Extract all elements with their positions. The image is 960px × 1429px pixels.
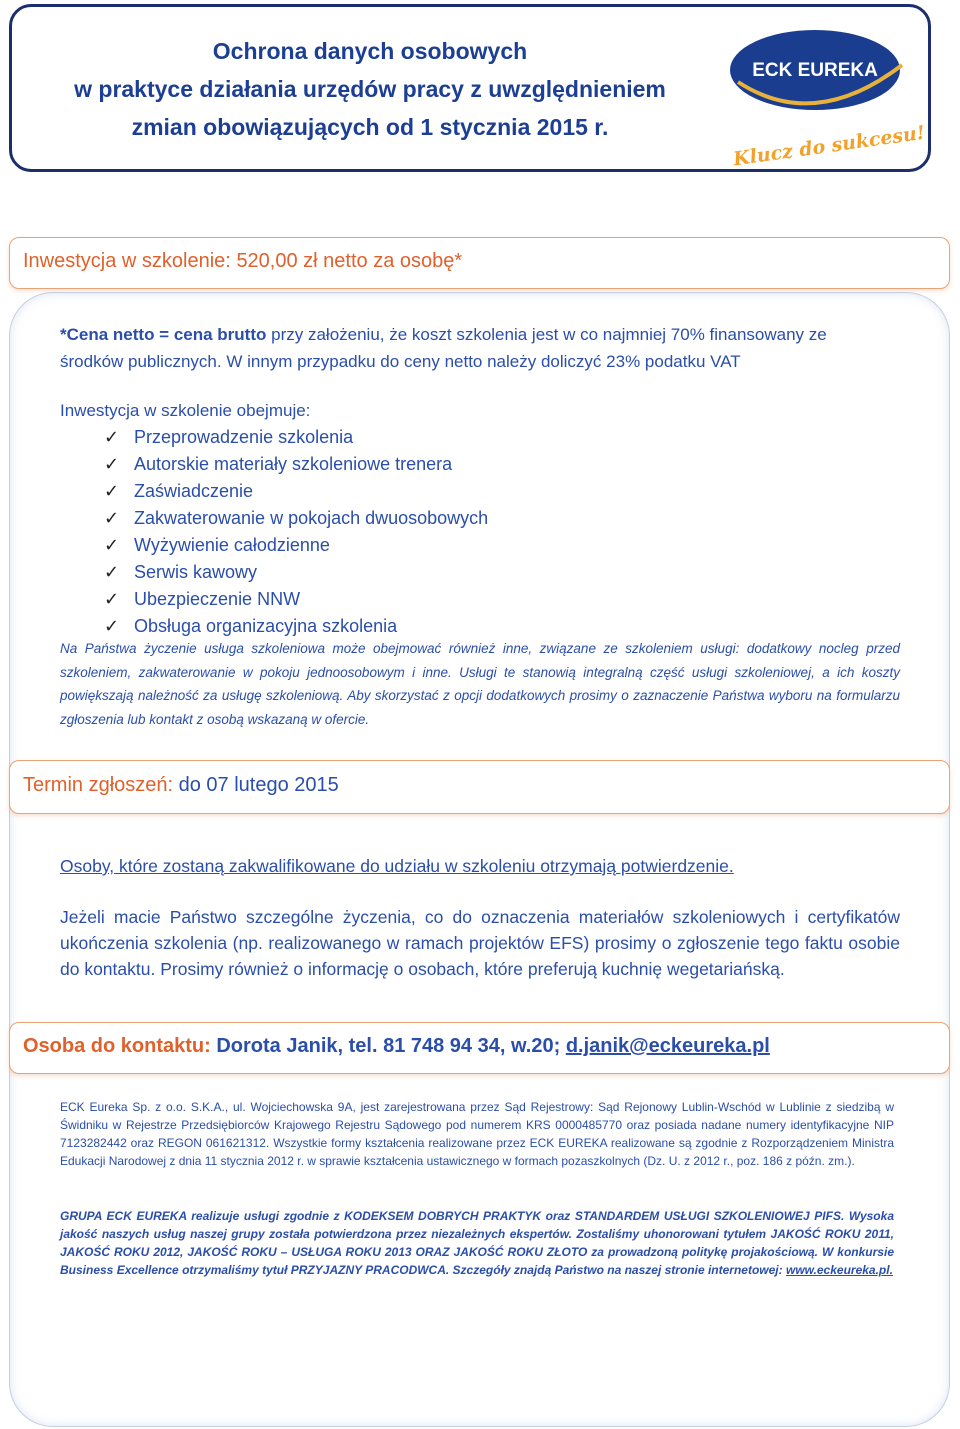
deadline-label: Termin zgłoszeń: <box>23 774 174 796</box>
investment-value: 520,00 zł netto za osobę* <box>236 250 463 272</box>
title-line-2: w praktyce działania urzędów pracy z uwzględnieniem <box>74 76 666 102</box>
confirmation-note: Osoby, które zostaną zakwalifikowane do udziału w szkoleniu otrzymają potwierdzenie. <box>60 856 734 876</box>
price-note <box>60 321 900 375</box>
list-item: ✓ Ubezpieczenie NNW <box>104 586 488 613</box>
list-item: ✓ Wyżywienie całodzienne <box>104 532 488 559</box>
list-item: ✓ Autorskie materiały szkoleniowe trenera <box>104 451 488 478</box>
investment-text <box>23 250 462 273</box>
logo-text: ECK EUREKA <box>752 60 878 81</box>
list-item: ✓ Zakwaterowanie w pokojach dwuosobowych <box>104 505 488 532</box>
deadline-value: do 07 lutego 2015 <box>178 774 339 796</box>
list-item: ✓ Przeprowadzenie szkolenia <box>104 424 488 451</box>
logo-slogan: Klucz do sukcesu! <box>731 121 927 170</box>
includes-list <box>104 424 488 640</box>
list-item: ✓ Obsługa organizacyjna szkolenia <box>104 613 488 640</box>
investment-label: Inwestycja w szkolenie: <box>23 250 231 272</box>
checkmark-icon: ✓ <box>104 616 120 636</box>
checkmark-icon: ✓ <box>104 508 120 528</box>
price-note-line2-rest: W innym przypadku do ceny netto należy doliczyć 23% podatku VAT <box>226 352 741 371</box>
checkmark-icon: ✓ <box>104 589 120 609</box>
checkmark-icon: ✓ <box>104 427 120 447</box>
checkmark-icon: ✓ <box>104 454 120 474</box>
contact-email-link[interactable]: d.janik@eckeureka.pl <box>565 1035 770 1057</box>
group-info-text: GRUPA ECK EUREKA realizuje usługi zgodnie z KODEKSEM DOBRYCH PRAKTYK oraz STANDARDEM USŁUGI SZKOLENIOWEJ PIFS. Wysoka jakość naszych usług naszej grupy została potwierdzona przez niezależnych ekspertów. Zostaliśmy uhonorowani tytułem JAKOŚĆ ROKU 2011, JAKOŚĆ ROKU 2012, JAKOŚĆ ROKU – USŁUGA ROKU 2013 ORAZ JAKOŚĆ ROKU ZŁOTO za prowadzoną politykę projakościową. W konkursie Business Excellence otrzymaliśmy tytuł PRZYJAZNY PRACODWCA. Szczegóły znajdą Państwo na naszej stronie internetowej: <box>60 1209 894 1277</box>
document-title <box>30 32 710 146</box>
group-info <box>60 1207 894 1279</box>
includes-heading: Inwestycja w szkolenie obejmuje: <box>60 401 311 420</box>
contact-text <box>23 1035 770 1058</box>
checkmark-icon: ✓ <box>104 481 120 501</box>
special-wishes-note: Jeżeli macie Państwo szczególne życzenia, co do oznaczenia materiałów szkoleniowych i certyfikatów ukończenia szkolenia (np. realizowanego w ramach projektów EFS) prosimy o zgłoszenie tego faktu osobie do kontaktu. Prosimy również o informację o osobach, które preferują kuchnię wegetariańską. <box>60 907 900 979</box>
deadline-text <box>23 774 339 797</box>
title-line-1: Ochrona danych osobowych <box>212 38 528 64</box>
contact-value: Dorota Janik, tel. 81 748 94 34, w.20; <box>216 1035 561 1057</box>
checkmark-icon: ✓ <box>104 562 120 582</box>
company-info: ECK Eureka Sp. z o.o. S.K.A., ul. Wojciechowska 9A, jest zarejestrowana przez Sąd Rejestrowy: Sąd Rejonowy Lublin-Wschód w Lublinie z siedzibą w Świdniku w Rejestrze Przedsiębiorców Krajowego Rejestru Sądowego pod numerem KRS 0000485770 oraz posiada nadane numery identyfikacyjne NIP 7123282442 oraz REGON 061621312. Wszystkie formy kształcenia realizowane przez ECK EUREKA realizowane są zgodnie z Rozporządzeniem Ministra Edukacji Narodowej z dnia 11 stycznia 2012 r. w sprawie kształcenia ustawicznego w formach pozaszkolnych (Dz. U. z 2012 r., poz. 186 z późn. zm.). <box>60 1100 894 1168</box>
title-line-3: zmian obowiązujących od 1 stycznia 2015 r. <box>131 114 609 140</box>
list-item: ✓ Serwis kawowy <box>104 559 488 586</box>
price-note-line2-start: środków publicznych. <box>60 352 222 371</box>
list-item: ✓ Zaświadczenie <box>104 478 488 505</box>
price-note-bold: *Cena netto = cena brutto <box>60 325 267 344</box>
website-link[interactable]: www.eckeureka.pl. <box>785 1263 893 1277</box>
price-note-line1: przy założeniu, że koszt szkolenia jest w co najmniej 70% finansowany ze <box>271 325 827 344</box>
contact-label: Osoba do kontaktu: <box>23 1035 211 1057</box>
checkmark-icon: ✓ <box>104 535 120 555</box>
extra-services-note: Na Państwa życzenie usługa szkoleniowa może obejmować również inne, związane ze szkoleniem usługi: dodatkowy nocleg przed szkoleniem, zakwaterowanie w pokoju jednoosobowym i inne. Usługi te stanowią integralną część usługi szkoleniowej, a ich koszty powiększają należność za usługę szkoleniową. Aby skorzystać z opcji dodatkowych prosimy o zaznaczenie Państwa wyboru na formularzu zgłoszenia lub kontakt z osobą wskazaną w ofercie. <box>60 641 900 727</box>
eck-eureka-logo <box>720 20 930 170</box>
